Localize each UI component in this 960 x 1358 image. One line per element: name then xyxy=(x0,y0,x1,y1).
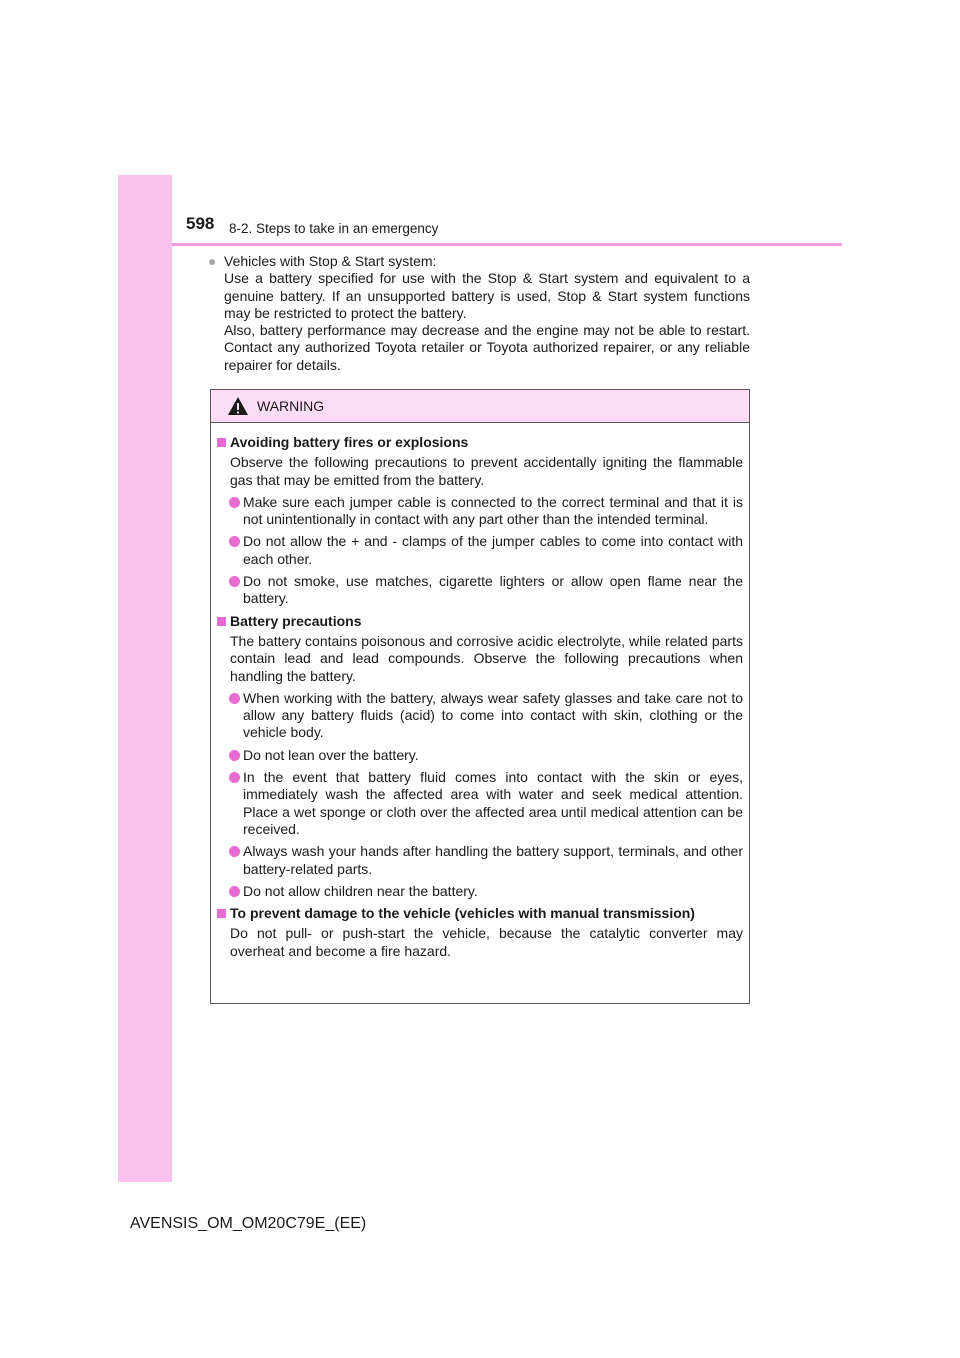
intro-paragraph-1: Use a battery specified for use with the Stop & Start system and equivalent to a genuine battery. If an unsupported battery is used, Stop & Start system functions may be restricted to protect the battery. xyxy=(224,270,750,321)
list-item: Make sure each jumper cable is connected to the correct terminal and that it is not unintentionally in contact with any part other than the intended terminal. xyxy=(217,494,743,529)
list-item: In the event that battery fluid comes into contact with the skin or eyes, immediately wash the affected area with water and seek medical attention. Place a wet sponge or cloth over the affected area until medical attention can be received. xyxy=(217,769,743,838)
header-rule xyxy=(172,243,842,246)
circle-bullet-icon xyxy=(229,750,240,761)
warning-box xyxy=(210,389,750,1004)
intro-heading: Vehicles with Stop & Start system: xyxy=(224,253,437,269)
circle-bullet-icon xyxy=(229,772,240,783)
intro-paragraph-2: Also, battery performance may decrease and the engine may not be able to restart. Contact any authorized Toyota retailer or Toyota authorized repairer, or any reliable repairer for details. xyxy=(224,322,750,373)
circle-bullet-icon xyxy=(229,536,240,547)
warning-section-text: The battery contains poisonous and corrosive acidic electrolyte, while related parts contain lead and lead compounds. Observe the following precautions when handling the battery. xyxy=(230,632,743,684)
list-item: Always wash your hands after handling the battery support, terminals, and other battery-related parts. xyxy=(217,843,743,878)
circle-bullet-icon xyxy=(229,576,240,587)
warning-body xyxy=(211,423,749,960)
warning-label: WARNING xyxy=(257,398,325,414)
circle-bullet-icon xyxy=(229,693,240,704)
square-bullet-icon xyxy=(217,909,226,918)
circle-bullet-icon xyxy=(229,497,240,508)
gray-bullet-icon: ● xyxy=(208,253,217,269)
circle-bullet-icon xyxy=(229,846,240,857)
list-item: Do not lean over the battery. xyxy=(217,747,743,764)
list-item: Do not allow children near the battery. xyxy=(217,883,743,900)
warning-section-text: Do not pull- or push-start the vehicle, because the catalytic converter may overheat and become a fire hazard. xyxy=(230,925,743,959)
square-bullet-icon xyxy=(217,438,226,447)
warning-section-title: Avoiding battery fires or explosions xyxy=(217,434,743,451)
warning-section-title: To prevent damage to the vehicle (vehicles with manual transmission) xyxy=(217,905,743,922)
page-number: 598 xyxy=(186,214,215,233)
section-title: 8-2. Steps to take in an emergency xyxy=(229,221,439,236)
square-bullet-icon xyxy=(217,617,226,626)
warning-header xyxy=(211,390,749,423)
intro-note xyxy=(208,253,750,374)
side-tab-bar xyxy=(118,175,172,1182)
circle-bullet-icon xyxy=(229,886,240,897)
warning-section-title: Battery precautions xyxy=(217,613,743,630)
list-item: Do not smoke, use matches, cigarette lighters or allow open flame near the battery. xyxy=(217,573,743,608)
list-item: Do not allow the + and - clamps of the jumper cables to come into contact with each other. xyxy=(217,533,743,568)
warning-section-text: Observe the following precautions to prevent accidentally igniting the flammable gas that may be emitted from the battery. xyxy=(230,454,743,488)
warning-triangle-icon xyxy=(227,396,249,416)
document-code: AVENSIS_OM_OM20C79E_(EE) xyxy=(130,1215,367,1232)
list-item: When working with the battery, always wear safety glasses and take care not to allow any battery fluids (acid) to come into contact with skin, clothing or the vehicle body. xyxy=(217,690,743,742)
